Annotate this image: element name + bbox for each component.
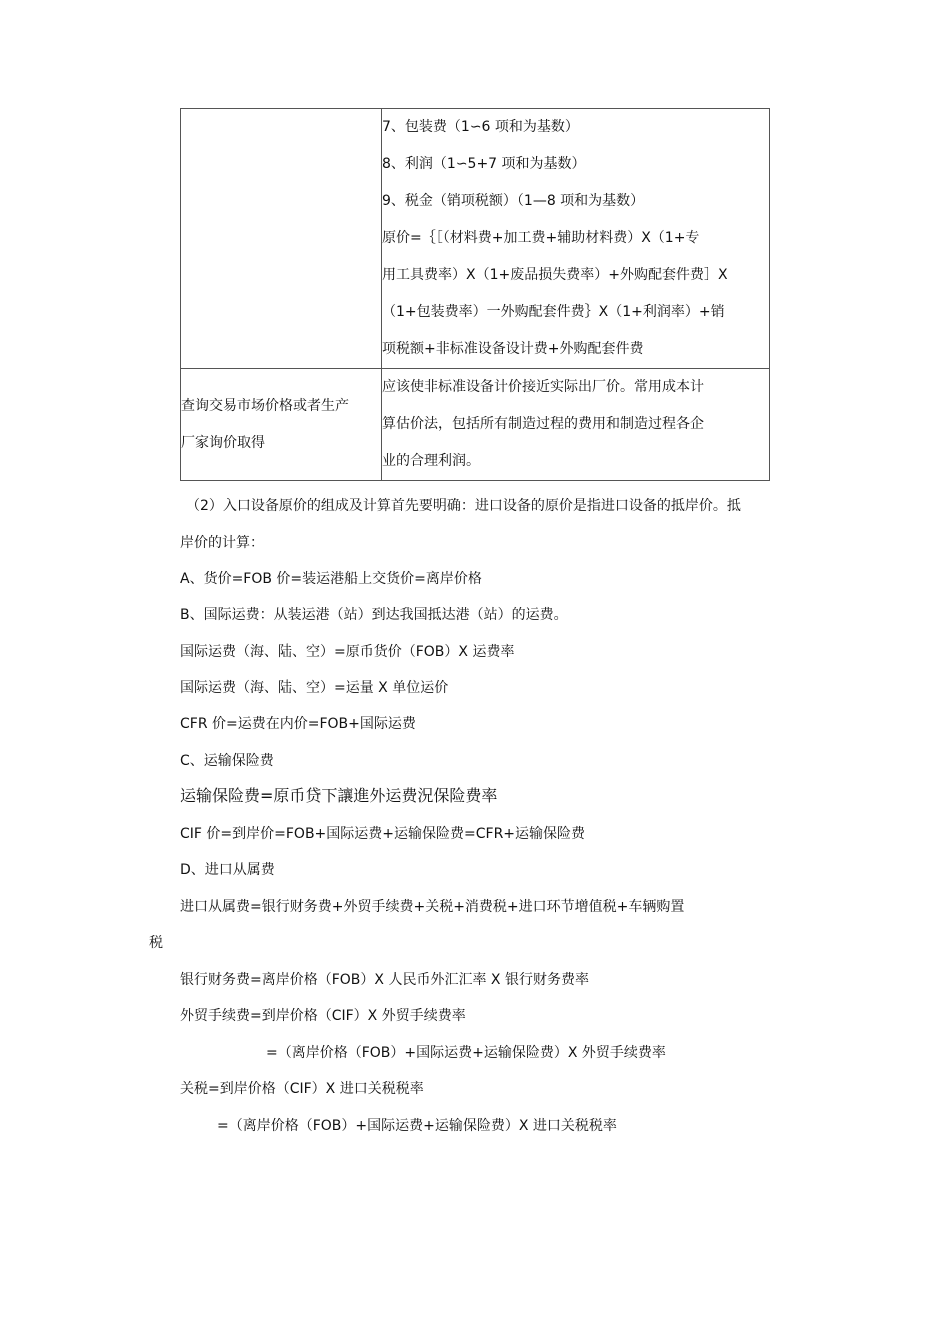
paragraph: 外贸手续费=到岸价格（CIF）X 外贸手续费率	[180, 1008, 466, 1024]
table-cell-method	[181, 369, 382, 481]
price-table	[180, 108, 770, 481]
paragraph: 银行财务费=离岸价格（FOB）X 人民币外汇汇率 X 银行财务费率	[180, 972, 589, 988]
table-line: 项税额+非标准设备设计费+外购配套件费	[382, 341, 644, 357]
table-line: 业的合理利润。	[382, 453, 480, 469]
table-row	[181, 369, 770, 481]
table-cell-formula	[382, 109, 770, 369]
paragraph: =（离岸价格（FOB）+国际运费+运输保险费）X 进口关税税率	[217, 1118, 617, 1134]
paragraph: 关税=到岸价格（CIF）X 进口关税税率	[180, 1081, 424, 1097]
table-line: 7、包装费（1∽6 项和为基数）	[382, 119, 579, 135]
table-line: （1+包装费率）一外购配套件费｝X（1+利润率）+销	[382, 304, 725, 320]
table-line: 算估价法，包括所有制造过程的费用和制造过程各企	[382, 416, 704, 432]
paragraph: D、进口从属费	[180, 862, 275, 878]
paragraph: 税	[149, 935, 163, 951]
paragraph: =（离岸价格（FOB）+国际运费+运输保险费）X 外贸手续费率	[266, 1045, 666, 1061]
paragraph: （2）入口设备原价的组成及计算首先要明确：进口设备的原价是指进口设备的抵岸价。抵	[186, 498, 741, 514]
table-line: 查询交易市场价格或者生产	[181, 397, 349, 414]
table-cell-description	[382, 369, 770, 481]
paragraph: CFR 价=运费在内价=FOB+国际运费	[180, 716, 416, 732]
paragraph: B、国际运费：从装运港（站）到达我国抵达港（站）的运费。	[180, 607, 568, 623]
paragraph: 国际运费（海、陆、空）=运量 X 单位运价	[180, 680, 449, 696]
paragraph: C、运输保险费	[180, 753, 274, 769]
table-line: 用工具费率）X（1+废品损失费率）+外购配套件费］X	[382, 267, 728, 283]
paragraph: 国际运费（海、陆、空）=原币货价（FOB）X 运费率	[180, 644, 515, 660]
table-cell-empty	[181, 109, 382, 369]
table-line: 9、税金（销项税额）（1—8 项和为基数）	[382, 193, 645, 209]
paragraph: CIF 价=到岸价=FOB+国际运费+运输保险费=CFR+运输保险费	[180, 826, 586, 842]
paragraph: 运输保险费=原币贷下讓進外运费況保险费率	[180, 786, 498, 805]
table-row	[181, 109, 770, 369]
paragraph: 岸价的计算：	[180, 535, 264, 551]
table-line: 厂家询价取得	[181, 434, 265, 451]
paragraph: A、货价=FOB 价=装运港船上交货价=离岸价格	[180, 571, 482, 587]
table-line: 应该使非标准设备计价接近实际出厂价。常用成本计	[382, 379, 704, 395]
table-line: 原价=｛［（材料费+加工费+辅助材料费）X（1+专	[382, 230, 700, 246]
paragraph: 进口从属费=银行财务费+外贸手续费+关税+消费税+进口环节增值税+车辆购置	[180, 899, 685, 915]
table-line: 8、利润（1∽5+7 项和为基数）	[382, 156, 586, 172]
